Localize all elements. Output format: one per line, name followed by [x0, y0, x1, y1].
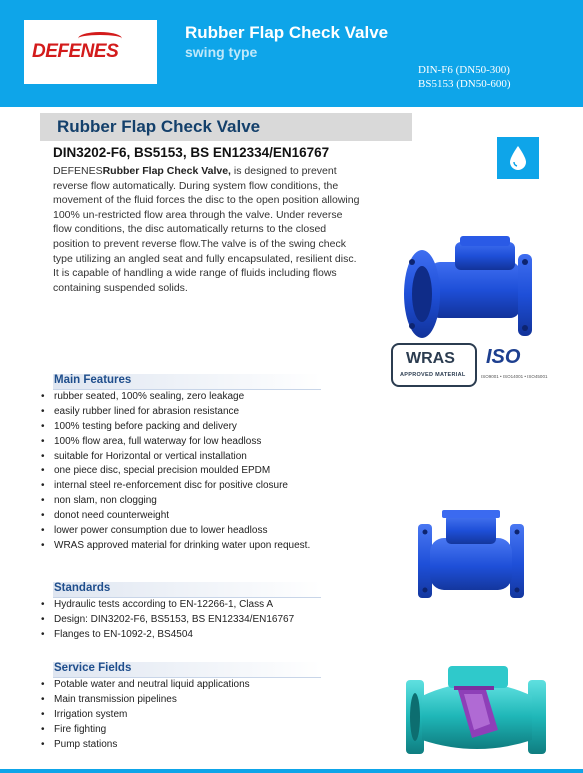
iso-badge	[481, 344, 548, 384]
iso-logo-text: ISO	[486, 346, 521, 368]
valve-photo-front	[412, 508, 530, 606]
page-title: Rubber Flap Check Valve	[57, 117, 261, 136]
valve-photo-side	[400, 232, 550, 340]
list-item: • one piece disc, special precision moulded EPDM	[40, 464, 380, 479]
standards-list	[40, 598, 380, 643]
brand-name: DEFENES	[53, 165, 103, 177]
logo-text: DEFENES	[32, 41, 119, 62]
list-item: • suitable for Horizontal or vertical installation	[40, 450, 380, 465]
standards-heading	[53, 582, 321, 598]
header-title: Rubber Flap Check Valve	[185, 23, 389, 42]
header-standard-1: DIN-F6 (DN50-300)	[418, 64, 510, 76]
standards-title: Standards	[54, 582, 111, 594]
list-item: • Design: DIN3202-F6, BS5153, BS EN12334/EN16767	[40, 613, 380, 628]
header-subtitle: swing type	[185, 44, 258, 60]
list-item: • WRAS approved material for drinking water upon request.	[40, 539, 380, 554]
service-fields-heading	[53, 662, 321, 678]
header-standard-2: BS5153 (DN50-600)	[418, 78, 511, 90]
list-item: • 100% flow area, full waterway for low headloss	[40, 435, 380, 450]
list-item: • Fire fighting	[40, 723, 380, 738]
header-banner	[0, 0, 583, 107]
product-name: Rubber Flap Check Valve,	[102, 165, 231, 177]
main-features-title: Main Features	[54, 374, 132, 386]
wras-badge	[391, 343, 477, 387]
list-item: • 100% testing before packing and delivery	[40, 420, 380, 435]
footer-line	[0, 769, 583, 773]
list-item: • Pump stations	[40, 738, 380, 753]
service-fields-list	[40, 678, 380, 752]
logo	[24, 20, 157, 84]
list-item: • Potable water and neutral liquid applications	[40, 678, 380, 693]
main-features-list	[40, 390, 380, 554]
water-drop-badge	[497, 137, 539, 179]
main-features-heading	[53, 374, 321, 390]
water-drop-icon	[507, 144, 529, 172]
valve-cutaway-illustration	[402, 660, 552, 760]
list-item: • Flanges to EN-1092-2, BS4504	[40, 628, 380, 643]
wras-subtext: APPROVED MATERIAL	[400, 372, 466, 378]
description-text: is designed to prevent reverse flow automatically. During system flow conditions, the movement of the fluid forces the disc to the open position allowing 100% un-restricted flow area through the valve. Under reverse flow conditions, the disc automatically returns to the closed position to prevent reverse flow.The valve is of the swing check type utilizing an angled seat and fully encapsulated, resilient disc. It is capable of handling a wide range of fluids including flows containing suspended solids.	[53, 165, 360, 294]
list-item: • rubber seated, 100% sealing, zero leakage	[40, 390, 380, 405]
iso-subtext: ISO9001 • ISO14001 • ISO45001	[481, 374, 548, 379]
list-item: • Hydraulic tests according to EN-12266-1, Class A	[40, 598, 380, 613]
list-item: • Main transmission pipelines	[40, 693, 380, 708]
product-description	[53, 164, 363, 295]
list-item: • Irrigation system	[40, 708, 380, 723]
list-item: • easily rubber lined for abrasion resistance	[40, 405, 380, 420]
list-item: • donot need counterweight	[40, 509, 380, 524]
list-item: • non slam, non clogging	[40, 494, 380, 509]
wras-logo-text: WRAS	[406, 350, 455, 367]
standards-line: DIN3202-F6, BS5153, BS EN12334/EN16767	[53, 145, 330, 160]
service-fields-title: Service Fields	[54, 662, 132, 674]
list-item: • internal steel re-enforcement disc for positive closure	[40, 479, 380, 494]
list-item: • lower power consumption due to lower headloss	[40, 524, 380, 539]
